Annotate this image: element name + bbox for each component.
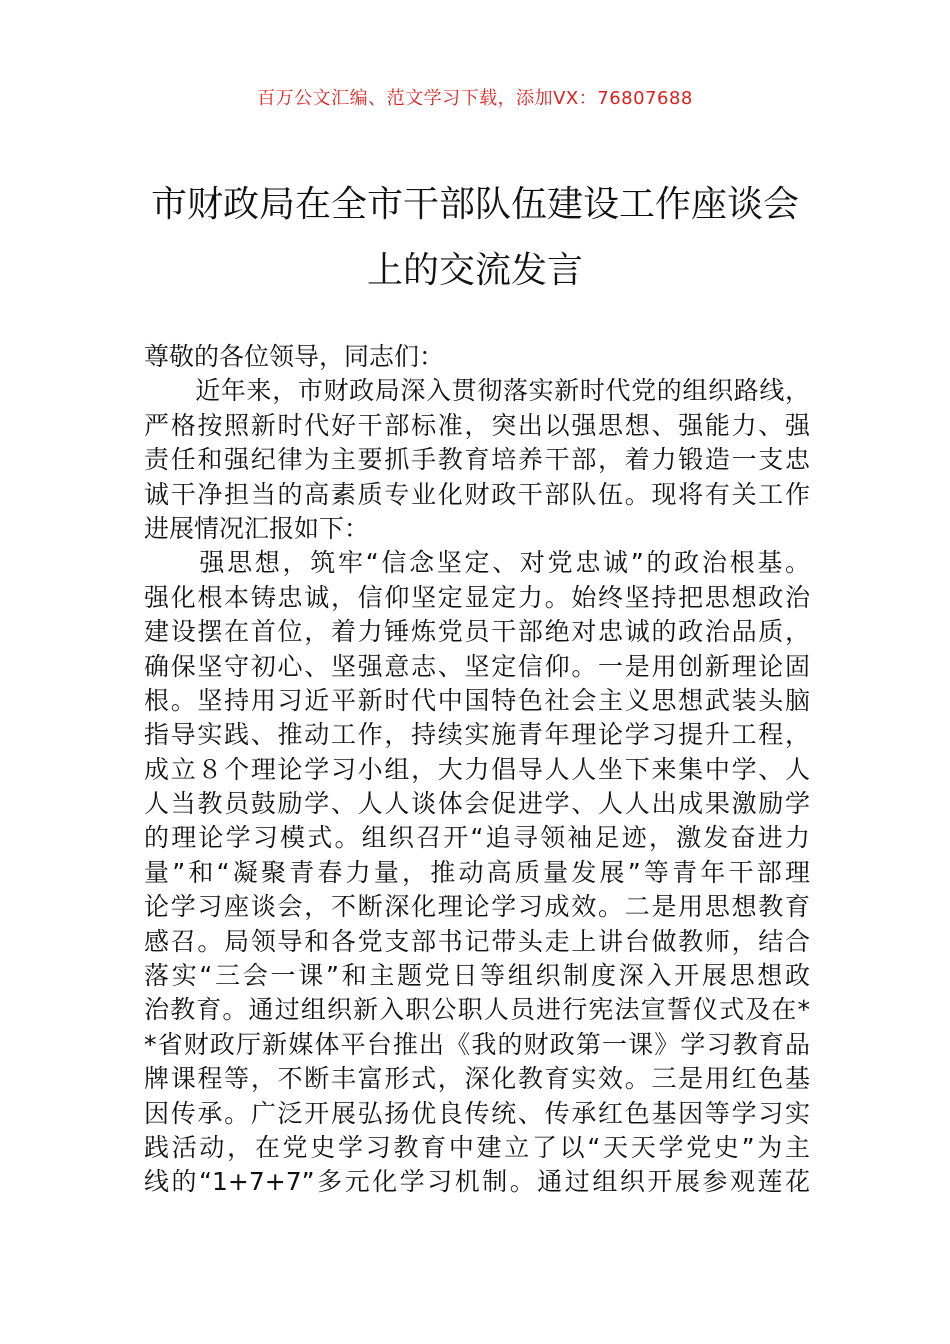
body-line: 根。坚持用习近平新时代中国特色社会主义思想武装头脑 [144, 685, 810, 715]
body-line: 强思想，筑牢“信念坚定、对党忠诚”的政治根基。 [144, 548, 810, 578]
promo-banner: 百万公文汇编、范文学习下载，添加VX：76807688 [257, 88, 693, 109]
body-line: 强化根本铸忠诚，信仰坚定显定力。始终坚持把思想政治 [144, 582, 810, 612]
body-line: 践活动，在党史学习教育中建立了以“天天学党史”为主 [144, 1132, 810, 1162]
body-line: 量”和“凝聚青春力量，推动高质量发展”等青年干部理 [144, 857, 810, 887]
body-line: 诚干净担当的高素质专业化财政干部队伍。现将有关工作 [144, 479, 810, 509]
body-line: 因传承。广泛开展弘扬优良传统、传承红色基因等学习实 [144, 1098, 810, 1128]
body-line: 论学习座谈会，不断深化理论学习成效。二是用思想教育 [144, 892, 810, 922]
body-line: 线的“1+7+7”多元化学习机制。通过组织开展参观莲花 [144, 1167, 810, 1197]
body-line: 严格按照新时代好干部标准，突出以强思想、强能力、强 [144, 410, 810, 440]
body-line: 责任和强纪律为主要抓手教育培养干部，着力锻造一支忠 [144, 445, 810, 475]
body-line: 人当教员鼓励学、人人谈体会促进学、人人出成果激励学 [144, 789, 810, 819]
salutation: 尊敬的各位领导，同志们： [144, 342, 445, 371]
body-line: *省财政厅新媒体平台推出《我的财政第一课》学习教育品 [144, 1029, 810, 1059]
title-line: 市财政局在全市干部队伍建设工作座谈会 [150, 184, 799, 225]
body-line: 确保坚守初心、坚强意志、坚定信仰。一是用创新理论固 [144, 651, 810, 681]
document-body [144, 340, 810, 1200]
body-line: 牌课程等，不断丰富形式，深化教育实效。三是用红色基 [144, 1064, 810, 1094]
document-title [130, 172, 820, 304]
body-line: 的理论学习模式。组织召开“追寻领袖足迹，激发奋进力 [144, 823, 810, 853]
body-line: 成立８个理论学习小组，大力倡导人人坐下来集中学、人 [144, 754, 810, 784]
body-line: 建设摆在首位，着力锤炼党员干部绝对忠诚的政治品质， [144, 617, 810, 647]
body-line: 进展情况汇报如下： [144, 513, 370, 543]
body-line: 落实“三会一课”和主题党日等组织制度深入开展思想政 [144, 961, 810, 991]
body-line: 近年来，市财政局深入贯彻落实新时代党的组织路线， [144, 376, 810, 406]
title-line: 上的交流发言 [366, 250, 583, 291]
body-line: 治教育。通过组织新入职公职人员进行宪法宣誓仪式及在* [144, 995, 810, 1025]
body-line: 指导实践、推动工作，持续实施青年理论学习提升工程， [144, 720, 810, 750]
body-line: 感召。局领导和各党支部书记带头走上讲台做教师，结合 [144, 926, 810, 956]
